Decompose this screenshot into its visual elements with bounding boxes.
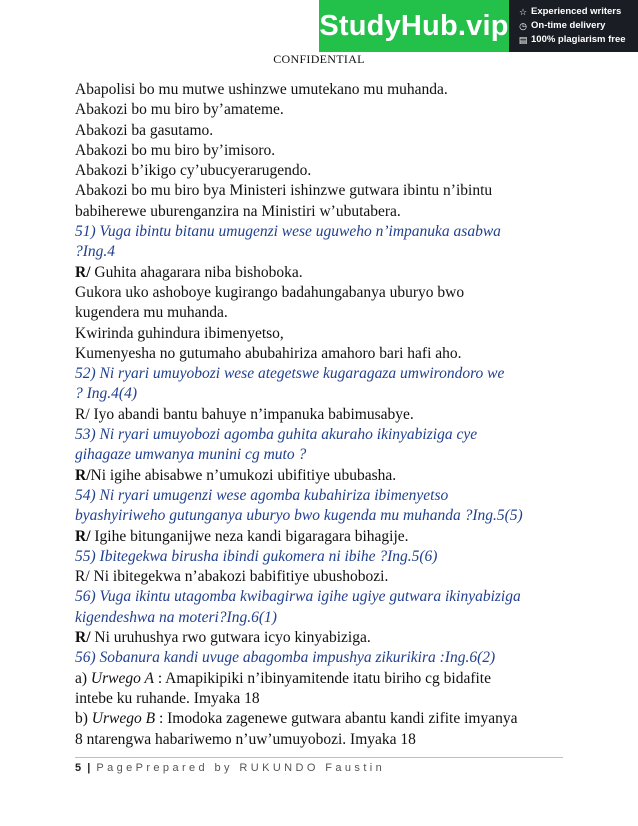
- line-text: Guhita ahagarara niba bishoboka.: [90, 263, 303, 281]
- question-line: [75, 608, 565, 628]
- text-line: [75, 141, 565, 161]
- question-line: [75, 222, 565, 242]
- studyhub-banner[interactable]: [319, 0, 638, 52]
- line-text: 52) Ni ryari umuyobozi wese ategetswe kugaragaza umwirondoro we: [75, 365, 505, 383]
- question-line: [75, 486, 565, 506]
- document-icon: ▤: [518, 35, 528, 45]
- line-text: 54) Ni ryari umugenzi wese agomba kubahiriza ibimenyetso: [75, 486, 449, 504]
- banner-feature-text: On-time delivery: [531, 20, 606, 31]
- line-text: Igihe bitunganijwe neza kandi bigaragara bihagije.: [90, 527, 409, 545]
- text-line: [75, 263, 565, 283]
- line-text: 8 ntarengwa habariwemo n’uw’umuyobozi. Imyaka 18: [75, 730, 416, 748]
- line-text: kigendeshwa na moteri?Ing.6(1): [75, 608, 277, 626]
- footer-separator: |: [87, 762, 91, 774]
- text-line: [75, 283, 565, 303]
- line-text: ? Ing.4(4): [75, 385, 137, 403]
- line-text: Kumenyesha no gutumaho abubahiriza amahoro bari hafi aho.: [75, 344, 462, 362]
- line-text: Ni igihe abisabwe n’umukozi ubifitiye ububasha.: [90, 466, 397, 484]
- answer-label: R/: [75, 466, 91, 484]
- page-footer: [75, 762, 385, 774]
- line-text: ?Ing.4: [75, 243, 116, 261]
- question-line: [75, 242, 565, 262]
- question-line: [75, 364, 565, 384]
- line-text: 51) Vuga ibintu bitanu umugenzi wese uguweho n’impanuka asabwa: [75, 223, 501, 241]
- star-icon: ☆: [518, 7, 528, 17]
- line-text: : Amapikipiki n’ibinyamitende itatu biriho cg bidafite: [153, 669, 491, 687]
- text-line: [75, 344, 565, 364]
- question-line: [75, 445, 565, 465]
- question-line: [75, 384, 565, 404]
- text-line: [75, 202, 565, 222]
- question-line: [75, 506, 565, 526]
- text-line: [75, 669, 565, 689]
- line-text: Gukora uko ashoboye kugirango badahungabanya uburyo bwo: [75, 283, 465, 301]
- text-line: [75, 121, 565, 141]
- line-text: 53) Ni ryari umuyobozi agomba guhita akuraho ikinyabiziga cye: [75, 426, 478, 444]
- question-line: [75, 587, 565, 607]
- line-text: babiherewe uburenganzira na Ministiri w’ubutabera.: [75, 202, 401, 220]
- text-line: [75, 730, 565, 750]
- text-line: [75, 161, 565, 181]
- page-number: 5: [75, 762, 82, 774]
- text-line: [75, 709, 565, 729]
- question-line: [75, 648, 565, 668]
- line-text: intebe ku ruhande. Imyaka 18: [75, 689, 260, 707]
- answer-label: R/: [75, 263, 91, 281]
- line-text: : Imodoka zagenewe gutwara abantu kandi zifite imyanya: [155, 710, 518, 728]
- banner-feature: [518, 33, 638, 47]
- text-line: [75, 405, 565, 425]
- category-name: Urwego B: [91, 710, 156, 728]
- category-name: Urwego A: [90, 669, 154, 687]
- banner-features: [509, 0, 638, 52]
- line-text: Ni uruhushya rwo gutwara icyo kinyabiziga.: [90, 629, 371, 647]
- question-line: [75, 547, 565, 567]
- banner-feature-text: Experienced writers: [531, 6, 622, 17]
- line-text: Abakozi bo mu biro by’imisoro.: [75, 141, 276, 159]
- answer-label: R/: [75, 629, 91, 647]
- line-text: Abapolisi bo mu mutwe ushinzwe umutekano mu muhanda.: [75, 81, 448, 98]
- line-text: Abakozi ba gasutamo.: [75, 121, 214, 139]
- line-text: R/ Iyo abandi bantu bahuye n’impanuka babimusabye.: [75, 405, 414, 423]
- line-text: 56) Vuga ikintu utagomba kwibagirwa igihe ugiye gutwara ikinyabiziga: [75, 588, 521, 606]
- document-body: [75, 80, 565, 750]
- text-line: [75, 303, 565, 323]
- text-line: [75, 324, 565, 344]
- question-line: [75, 425, 565, 445]
- banner-feature: [518, 5, 638, 19]
- answer-label: R/: [75, 527, 91, 545]
- line-text: Abakozi bo mu biro bya Ministeri ishinzwe gutwara ibintu n’ibintu: [75, 182, 493, 200]
- line-text: R/ Ni ibitegekwa n’abakozi babifitiye ubushobozi.: [75, 568, 389, 586]
- line-text: 56) Sobanura kandi uvuge abagomba impushya zikurikira :Ing.6(2): [75, 649, 496, 667]
- clock-icon: ◷: [519, 21, 527, 31]
- confidential-header: CONFIDENTIAL: [273, 52, 365, 66]
- banner-feature: [518, 19, 638, 33]
- line-text: gihagaze umwanya munini cg muto ?: [75, 446, 307, 464]
- text-line: [75, 100, 565, 120]
- text-line: [75, 689, 565, 709]
- text-line: [75, 181, 565, 201]
- studyhub-logo[interactable]: StudyHub.vip: [319, 0, 509, 52]
- footer-credit: PagePrepared by RUKUNDO Faustin: [96, 762, 386, 774]
- line-text: byashyiriweho gutunganya uburyo bwo kugenda mu muhanda ?Ing.5(5): [75, 507, 523, 525]
- text-line: [75, 80, 565, 100]
- text-line: [75, 466, 565, 486]
- text-line: [75, 527, 565, 547]
- item-prefix: b): [75, 710, 92, 728]
- line-text: kugendera mu muhanda.: [75, 304, 228, 322]
- text-line: [75, 628, 565, 648]
- item-prefix: a): [75, 669, 91, 687]
- text-line: [75, 567, 565, 587]
- line-text: Kwirinda guhindura ibimenyetso,: [75, 324, 284, 342]
- footer-divider: [75, 757, 563, 758]
- line-text: 55) Ibitegekwa birusha ibindi gukomera ni ibihe ?Ing.5(6): [75, 547, 438, 565]
- banner-feature-text: 100% plagiarism free: [531, 34, 626, 45]
- line-text: Abakozi bo mu biro by’amateme.: [75, 101, 284, 119]
- line-text: Abakozi b’ikigo cy’ubucyerarugendo.: [75, 162, 312, 180]
